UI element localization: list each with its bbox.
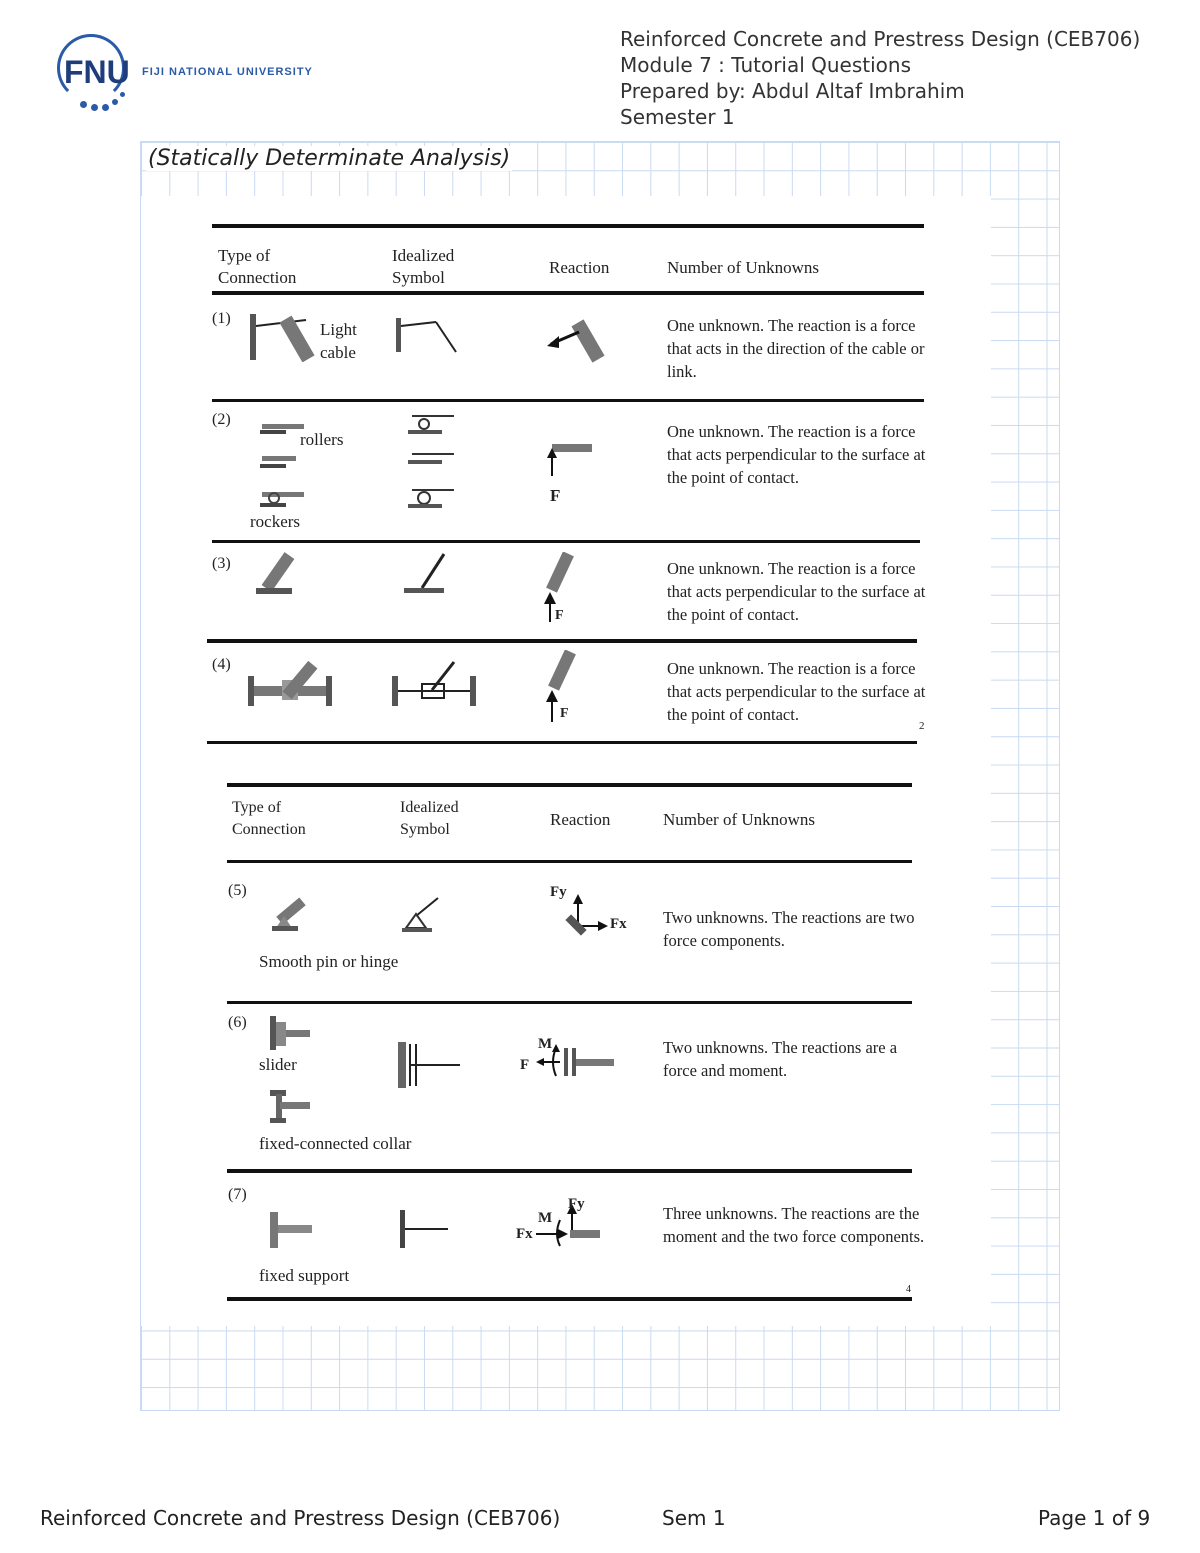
moment-label: M xyxy=(538,1036,553,1052)
footer-semester: Sem 1 xyxy=(662,1506,726,1530)
label-cable: cable xyxy=(320,343,356,362)
force-fx-label: Fx xyxy=(610,916,627,932)
row-number: (7) xyxy=(228,1186,247,1203)
moment-label: M xyxy=(538,1210,553,1226)
cable-reaction-figure xyxy=(545,318,615,364)
surface-contact-symbol xyxy=(402,552,452,594)
fixed-support-figure xyxy=(268,1210,314,1250)
label-smooth-pin: Smooth pin or hinge xyxy=(259,952,399,971)
header-info xyxy=(620,26,1140,130)
footer-page-number: Page 1 of 9 xyxy=(1038,1506,1151,1530)
header-symbol: Idealized Symbol xyxy=(392,246,455,287)
header-type: Type of Connection xyxy=(218,246,297,287)
force-label: F xyxy=(560,706,569,721)
slider-figure xyxy=(266,1014,312,1054)
pin-symbol xyxy=(400,894,444,934)
pin-connection-figure xyxy=(272,896,312,932)
roller-reaction-figure xyxy=(544,440,594,480)
collar-figure xyxy=(266,1088,312,1124)
surface-contact-figure xyxy=(254,552,304,596)
label-fixed-collar: fixed-connected collar xyxy=(259,1134,412,1153)
header-reaction: Reaction xyxy=(549,258,610,277)
row-description: Two unknowns. The reactions are a force and moment. xyxy=(663,1038,898,1080)
logo-text: FNU xyxy=(64,54,130,90)
row-number: (6) xyxy=(228,1014,247,1031)
collar-connection-figure xyxy=(248,660,334,708)
roller-rocker-symbols xyxy=(404,410,458,510)
force-label: F xyxy=(550,486,561,505)
prepared-by: Prepared by: Abdul Altaf Imbrahim xyxy=(620,79,965,103)
collar-symbol xyxy=(392,660,478,708)
semester: Semester 1 xyxy=(620,105,735,129)
row-number: (1) xyxy=(212,310,231,327)
force-fx-label: Fx xyxy=(516,1226,533,1242)
label-slider: slider xyxy=(259,1055,297,1074)
section-title: (Statically Determinate Analysis) xyxy=(148,146,511,171)
label-rollers: rollers xyxy=(300,430,344,449)
force-label: F xyxy=(520,1057,530,1073)
slider-symbol xyxy=(396,1040,462,1090)
cable-connection-figure xyxy=(248,312,318,362)
row-description: Three unknowns. The reactions are the moment and the two force components. xyxy=(663,1204,925,1246)
page-mark: 4 xyxy=(906,1284,911,1295)
header-reaction: Reaction xyxy=(550,810,611,829)
label-light: Light xyxy=(320,320,357,339)
row-description: One unknown. The reaction is a force that acts perpendicular to the surface at the point of contact. xyxy=(667,659,926,724)
row-description: One unknown. The reaction is a force that acts in the direction of the cable or link. xyxy=(667,316,925,381)
fixed-support-symbol xyxy=(398,1208,450,1250)
header-type: Type of Connection xyxy=(232,799,306,838)
row-number: (2) xyxy=(212,411,231,428)
row-number: (3) xyxy=(212,555,231,572)
cable-symbol xyxy=(394,316,464,356)
row-description: One unknown. The reaction is a force that acts perpendicular to the surface at the point of contact. xyxy=(667,559,926,624)
footer-course: Reinforced Concrete and Prestress Design (CEB706) xyxy=(40,1506,561,1530)
header-symbol: Idealized Symbol xyxy=(400,799,459,838)
header-unknowns: Number of Unknowns xyxy=(663,810,816,829)
row-number: (5) xyxy=(228,882,247,899)
module-title: Module 7 : Tutorial Questions xyxy=(620,53,912,77)
force-fy-label: Fy xyxy=(568,1196,585,1212)
logo-subtitle: FIJI NATIONAL UNIVERSITY xyxy=(142,66,313,78)
force-fy-label: Fy xyxy=(550,884,567,900)
course-title: Reinforced Concrete and Prestress Design (CEB706) xyxy=(620,27,1141,51)
force-label: F xyxy=(555,608,564,623)
row-number: (4) xyxy=(212,656,231,673)
header-unknowns: Number of Unknowns xyxy=(667,258,820,277)
roller-rocker-figure xyxy=(258,410,308,510)
label-rockers: rockers xyxy=(250,512,301,531)
label-fixed-support: fixed support xyxy=(259,1266,350,1285)
page-mark: 2 xyxy=(919,720,925,732)
row-description: One unknown. The reaction is a force that acts perpendicular to the surface at the point of contact. xyxy=(667,422,926,487)
row-description: Two unknowns. The reactions are two force components. xyxy=(663,908,915,950)
